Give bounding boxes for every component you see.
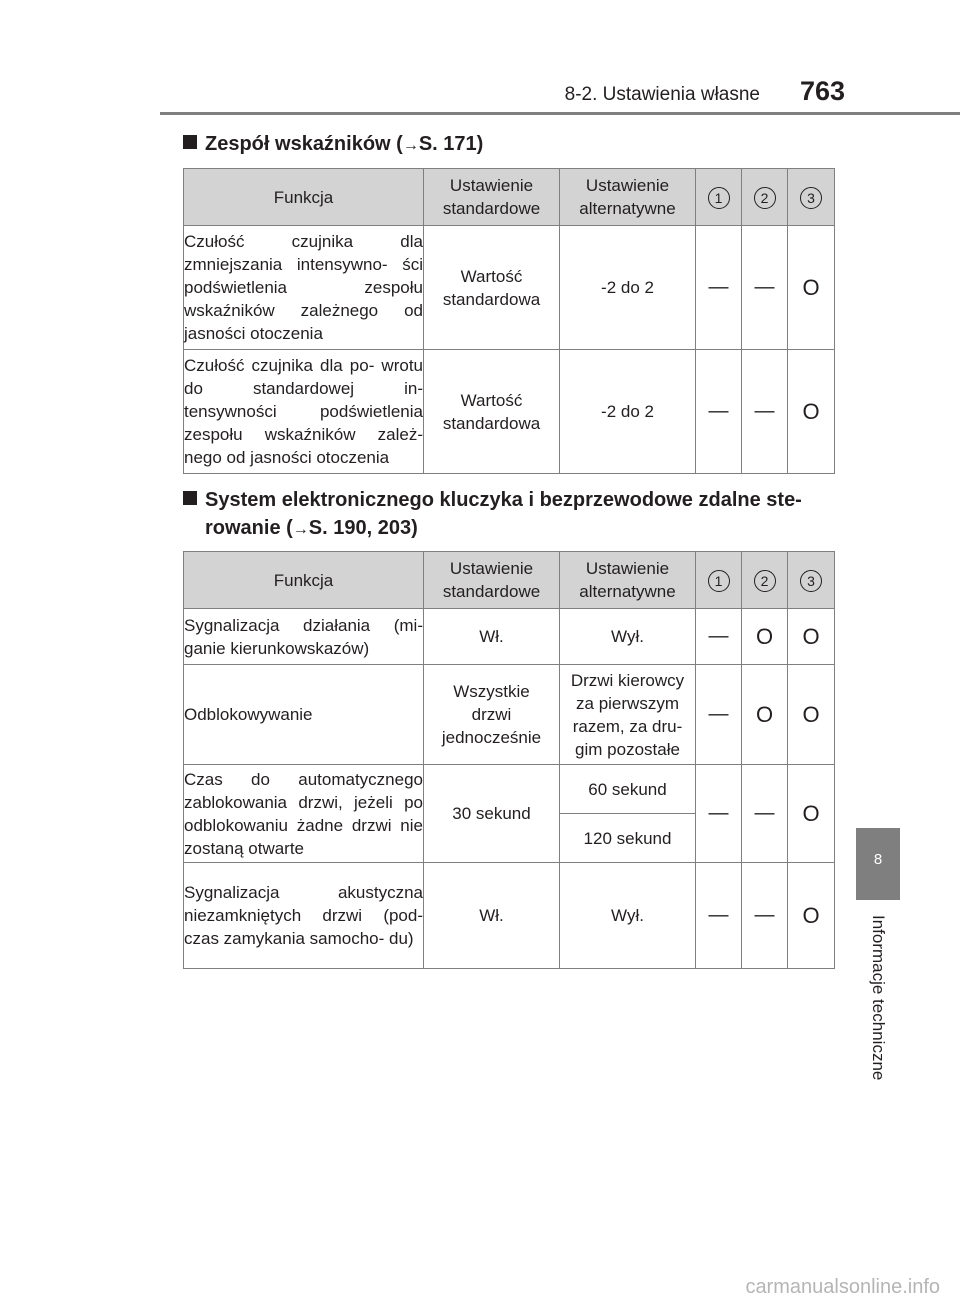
- column-header-default: [424, 169, 560, 226]
- cell-alternative: -2 do 2: [560, 226, 696, 350]
- table-row: [184, 609, 835, 665]
- table-header-row: [184, 169, 835, 226]
- column-header-alt-line1: Ustawienie: [585, 176, 670, 195]
- watermark: carmanualsonline.info: [745, 1276, 940, 1298]
- cell-function: Czułość czujnika dla po- wrotu do standardowej in- tensywności podświetlenia zespołu wskaźników zależ- nego od jasności otoczenia: [184, 350, 424, 474]
- cell-mark-1: —: [696, 765, 742, 863]
- circled-2-icon: 2: [754, 187, 776, 209]
- column-header-default-line2: standardowe: [442, 199, 541, 218]
- cell-default-line2: standardowa: [442, 413, 541, 433]
- cell-default: [424, 350, 560, 474]
- cell-mark-1: —: [696, 665, 742, 765]
- section-title-text-line2: rowanie (: [205, 517, 293, 539]
- cell-default: Wł.: [424, 863, 560, 969]
- column-header-2: [742, 169, 788, 226]
- cell-alt-line1: Drzwi kierowcy: [570, 670, 685, 690]
- section-title-ref: S. 190, 203): [308, 517, 418, 539]
- chapter-label: [866, 915, 888, 1100]
- cell-default-line1: Wartość: [460, 266, 523, 286]
- cell-default-line2: drzwi: [471, 705, 512, 724]
- circled-2-icon: 2: [754, 570, 776, 592]
- cell-mark-3: O: [788, 665, 835, 765]
- cell-alt-line4: gim pozostałe: [575, 739, 680, 759]
- section-title-smart-key: [183, 486, 843, 544]
- cell-mark-2: —: [742, 765, 788, 863]
- cell-default-line1: Wszystkie: [453, 682, 530, 701]
- square-bullet-icon: [183, 491, 197, 505]
- column-header-alt-line2: alternatywne: [579, 582, 676, 601]
- arrow-icon: →: [292, 521, 309, 538]
- cell-mark-2: —: [742, 863, 788, 969]
- chapter-number: 8: [873, 851, 883, 868]
- cell-default-line1: Wartość: [460, 390, 523, 410]
- table-header-row: [184, 552, 835, 609]
- cell-mark-3: O: [788, 609, 835, 665]
- cell-mark-2: —: [742, 226, 788, 350]
- section-title-line2: [183, 514, 843, 544]
- section-title-instrument-cluster: [183, 130, 483, 160]
- cell-function: Czas do automatycznego zablokowania drzwi, jeżeli po odblokowaniu żadne drzwi nie zostaną otwarte: [184, 765, 424, 863]
- table-row: [184, 350, 835, 474]
- arrow-icon: →: [402, 137, 419, 154]
- cell-mark-3: O: [788, 226, 835, 350]
- cell-alternative: 120 sekund: [560, 814, 696, 863]
- column-header-alternative: [560, 552, 696, 609]
- cell-default: [424, 665, 560, 765]
- cell-mark-2: —: [742, 350, 788, 474]
- cell-mark-1: —: [696, 863, 742, 969]
- column-header-1: [696, 552, 742, 609]
- cell-alternative: [560, 665, 696, 765]
- cell-function: Sygnalizacja działania (mi- ganie kierunkowskazów): [184, 609, 424, 665]
- column-header-default-line1: Ustawienie: [449, 559, 534, 578]
- table-row: [184, 226, 835, 350]
- cell-function: Czułość czujnika dla zmniejszania intensywno- ści podświetlenia zespołu wskaźników zależnego od jasności otoczenia: [184, 226, 424, 350]
- cell-mark-1: —: [696, 226, 742, 350]
- page-number: 763: [799, 76, 845, 106]
- cell-default: [424, 226, 560, 350]
- table-row: [184, 863, 835, 969]
- column-header-3: [788, 552, 835, 609]
- cell-mark-1: —: [696, 609, 742, 665]
- column-header-default-line2: standardowe: [442, 582, 541, 601]
- column-header-function: Funkcja: [184, 552, 424, 609]
- cell-alt-line3: razem, za dru-: [572, 716, 683, 736]
- cell-mark-1: —: [696, 350, 742, 474]
- cell-alternative: Wył.: [560, 863, 696, 969]
- cell-default: 30 sekund: [424, 765, 560, 863]
- column-header-2: [742, 552, 788, 609]
- cell-default-line3: jednocześnie: [441, 728, 542, 747]
- settings-table-instrument-cluster: [183, 168, 835, 474]
- column-header-3: [788, 169, 835, 226]
- column-header-default-line1: Ustawienie: [449, 176, 534, 195]
- cell-function: Odblokowywanie: [184, 665, 424, 765]
- circled-1-icon: 1: [708, 570, 730, 592]
- chapter-tab: [856, 828, 900, 900]
- cell-mark-2: O: [742, 665, 788, 765]
- table-row: [184, 665, 835, 765]
- cell-alternative: Wył.: [560, 609, 696, 665]
- header-section-title: 8-2. Ustawienia własne: [564, 84, 760, 105]
- square-bullet-icon: [183, 135, 197, 149]
- cell-alternative: 60 sekund: [560, 765, 696, 814]
- column-header-function: Funkcja: [184, 169, 424, 226]
- cell-alternative: -2 do 2: [560, 350, 696, 474]
- cell-mark-3: O: [788, 765, 835, 863]
- cell-mark-3: O: [788, 863, 835, 969]
- column-header-alt-line1: Ustawienie: [585, 559, 670, 578]
- section-title-text-line1: System elektronicznego kluczyka i bezprzewodowe zdalne ste-: [205, 489, 802, 511]
- column-header-default: [424, 552, 560, 609]
- column-header-1: [696, 169, 742, 226]
- circled-1-icon: 1: [708, 187, 730, 209]
- cell-default-line2: standardowa: [442, 289, 541, 309]
- page-header: [0, 0, 960, 112]
- settings-table-smart-key: [183, 551, 835, 969]
- column-header-alternative: [560, 169, 696, 226]
- cell-alt-line2: za pierwszym: [576, 693, 679, 713]
- cell-function: Sygnalizacja akustyczna niezamkniętych drzwi (pod- czas zamykania samocho- du): [184, 863, 424, 969]
- cell-mark-2: O: [742, 609, 788, 665]
- header-divider: [160, 112, 960, 115]
- cell-mark-3: O: [788, 350, 835, 474]
- table-row: [184, 765, 835, 814]
- chapter-label-text: Informacje techniczne: [869, 915, 888, 1081]
- circled-3-icon: 3: [800, 570, 822, 592]
- cell-default: Wł.: [424, 609, 560, 665]
- section-title-ref: S. 171): [418, 133, 484, 155]
- circled-3-icon: 3: [800, 187, 822, 209]
- section-title-text: Zespół wskaźników (: [205, 133, 403, 155]
- column-header-alt-line2: alternatywne: [579, 199, 676, 218]
